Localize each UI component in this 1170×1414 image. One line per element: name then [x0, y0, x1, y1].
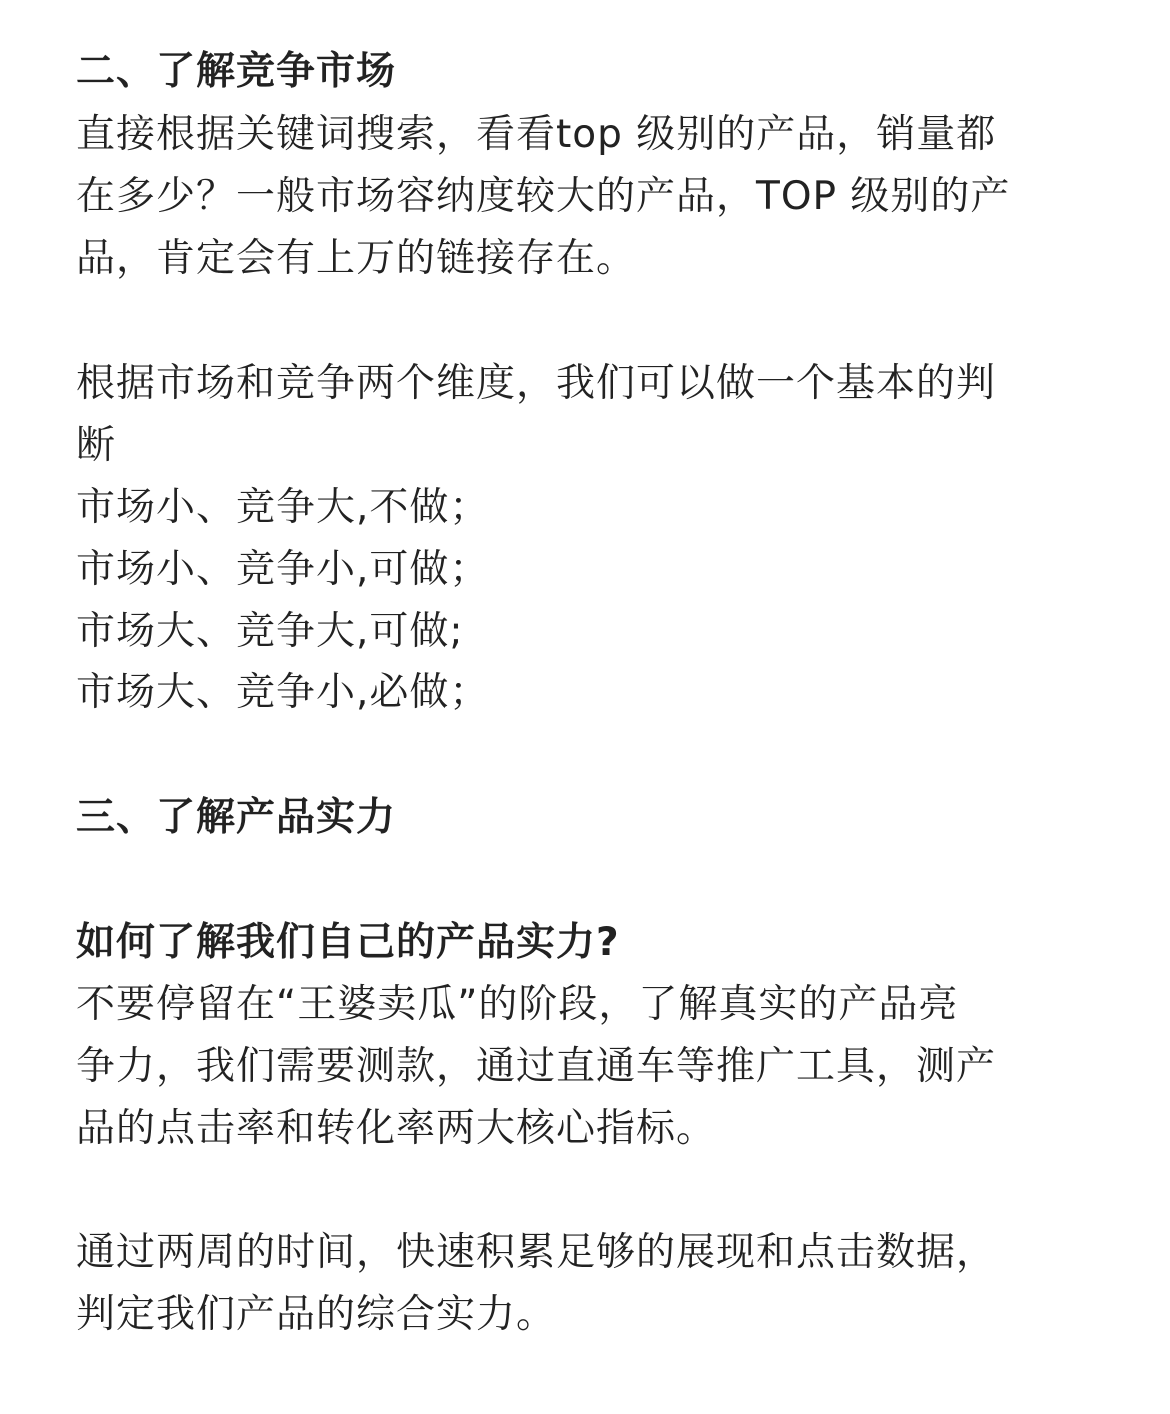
- paragraph-line: 通过两周的时间，快速积累足够的展现和点击数据，: [76, 1230, 997, 1275]
- rule-item: 市场小、竞争大,不做；: [76, 485, 490, 530]
- rule-item: 市场小、竞争小,可做；: [76, 547, 490, 592]
- paragraph-line: 品，肯定会有上万的链接存在。: [76, 236, 637, 281]
- rule-item: 市场大、竞争小,必做；: [76, 670, 490, 715]
- paragraph-line: 根据市场和竞争两个维度，我们可以做一个基本的判: [76, 361, 997, 406]
- section-subheading: 如何了解我们自己的产品实力?: [76, 920, 620, 965]
- section-heading-product-strength: 三、了解产品实力: [76, 795, 397, 840]
- paragraph-line: 判定我们产品的综合实力。: [76, 1292, 557, 1337]
- paragraph-line: 直接根据关键词搜索，看看top 级别的产品，销量都: [76, 112, 997, 157]
- rule-item: 市场大、竞争大,可做;: [76, 609, 464, 654]
- paragraph-line: 在多少？一般市场容纳度较大的产品，TOP 级别的产: [76, 174, 1011, 219]
- paragraph-line: 争力，我们需要测款，通过直通车等推广工具，测产: [76, 1044, 997, 1089]
- paragraph-line: 不要停留在“王婆卖瓜”的阶段，了解真实的产品亮: [76, 982, 959, 1027]
- paragraph-line: 品的点击率和转化率两大核心指标。: [76, 1106, 717, 1151]
- section-heading-competition: 二、了解竞争市场: [76, 49, 397, 94]
- paragraph-line: 断: [76, 423, 117, 468]
